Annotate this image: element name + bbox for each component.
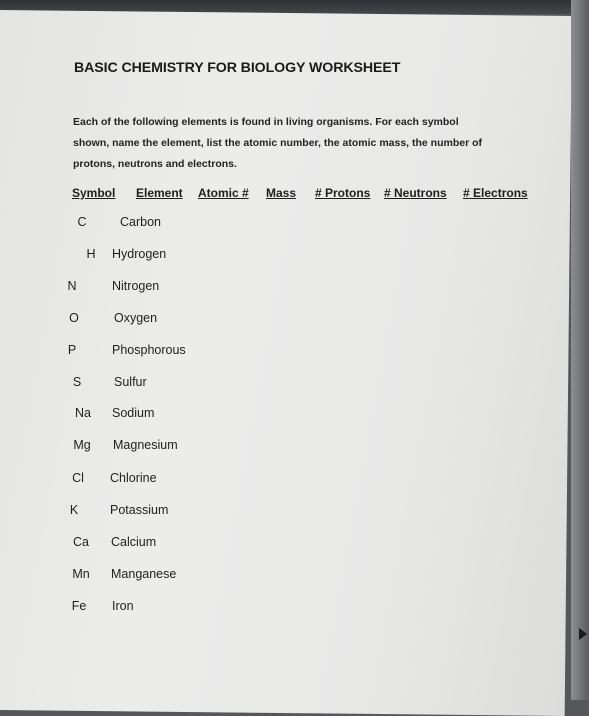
element-symbol: Mn xyxy=(72,567,90,581)
element-symbol: N xyxy=(67,279,77,293)
table-row xyxy=(0,311,589,331)
table-row xyxy=(0,567,589,587)
element-name: Magnesium xyxy=(113,438,178,452)
element-symbol: O xyxy=(69,311,79,325)
table-row xyxy=(0,375,589,395)
table-row xyxy=(0,247,589,267)
table-row xyxy=(0,599,589,619)
table-row xyxy=(0,406,589,426)
element-name: Oxygen xyxy=(114,311,158,325)
element-name: Chlorine xyxy=(110,471,157,485)
element-symbol: Fe xyxy=(71,599,87,613)
element-symbol: Na xyxy=(75,406,91,420)
table-header-row xyxy=(70,186,540,204)
element-symbol: P xyxy=(67,343,77,357)
table-row xyxy=(0,438,589,458)
table-row xyxy=(0,535,589,555)
worksheet-title: BASIC CHEMISTRY FOR BIOLOGY WORKSHEET xyxy=(74,60,401,76)
instructions-line: Each of the following elements is found in living organisms. For each symbol xyxy=(73,116,459,128)
element-name: Phosphorous xyxy=(112,343,186,357)
table-row xyxy=(0,215,589,235)
element-name: Manganese xyxy=(111,567,177,581)
element-name: Hydrogen xyxy=(112,247,167,261)
element-name: Sulfur xyxy=(114,375,147,389)
element-symbol: S xyxy=(72,375,82,389)
element-name: Potassium xyxy=(110,503,169,517)
column-header-element: Element xyxy=(136,186,183,200)
element-name: Nitrogen xyxy=(112,279,160,293)
element-symbol: Mg xyxy=(73,438,91,452)
column-header-electrons: # Electrons xyxy=(463,186,528,200)
table-row xyxy=(0,279,589,299)
table-row xyxy=(0,343,589,363)
instructions-line: protons, neutrons and electrons. xyxy=(73,158,237,170)
instructions-line: shown, name the element, list the atomic number, the atomic mass, the number of xyxy=(73,137,483,149)
table-row xyxy=(0,471,589,491)
element-symbol: H xyxy=(86,247,96,261)
table-row xyxy=(0,503,589,523)
column-header-symbol: Symbol xyxy=(72,186,116,200)
instructions-paragraph xyxy=(73,112,543,175)
element-name: Sodium xyxy=(112,406,155,420)
element-name: Calcium xyxy=(111,535,157,549)
column-header-protons: # Protons xyxy=(315,186,371,200)
element-name: Iron xyxy=(112,599,134,613)
element-symbol: Ca xyxy=(73,535,89,549)
element-symbol: Cl xyxy=(72,471,84,485)
element-symbol: C xyxy=(77,215,87,229)
element-symbol: K xyxy=(69,503,79,517)
column-header-neutrons: # Neutrons xyxy=(384,186,447,200)
column-header-mass: Mass xyxy=(266,186,297,200)
arrow-cursor-icon xyxy=(579,628,587,640)
column-header-atomic-number: Atomic # xyxy=(198,186,249,200)
element-name: Carbon xyxy=(120,215,161,229)
